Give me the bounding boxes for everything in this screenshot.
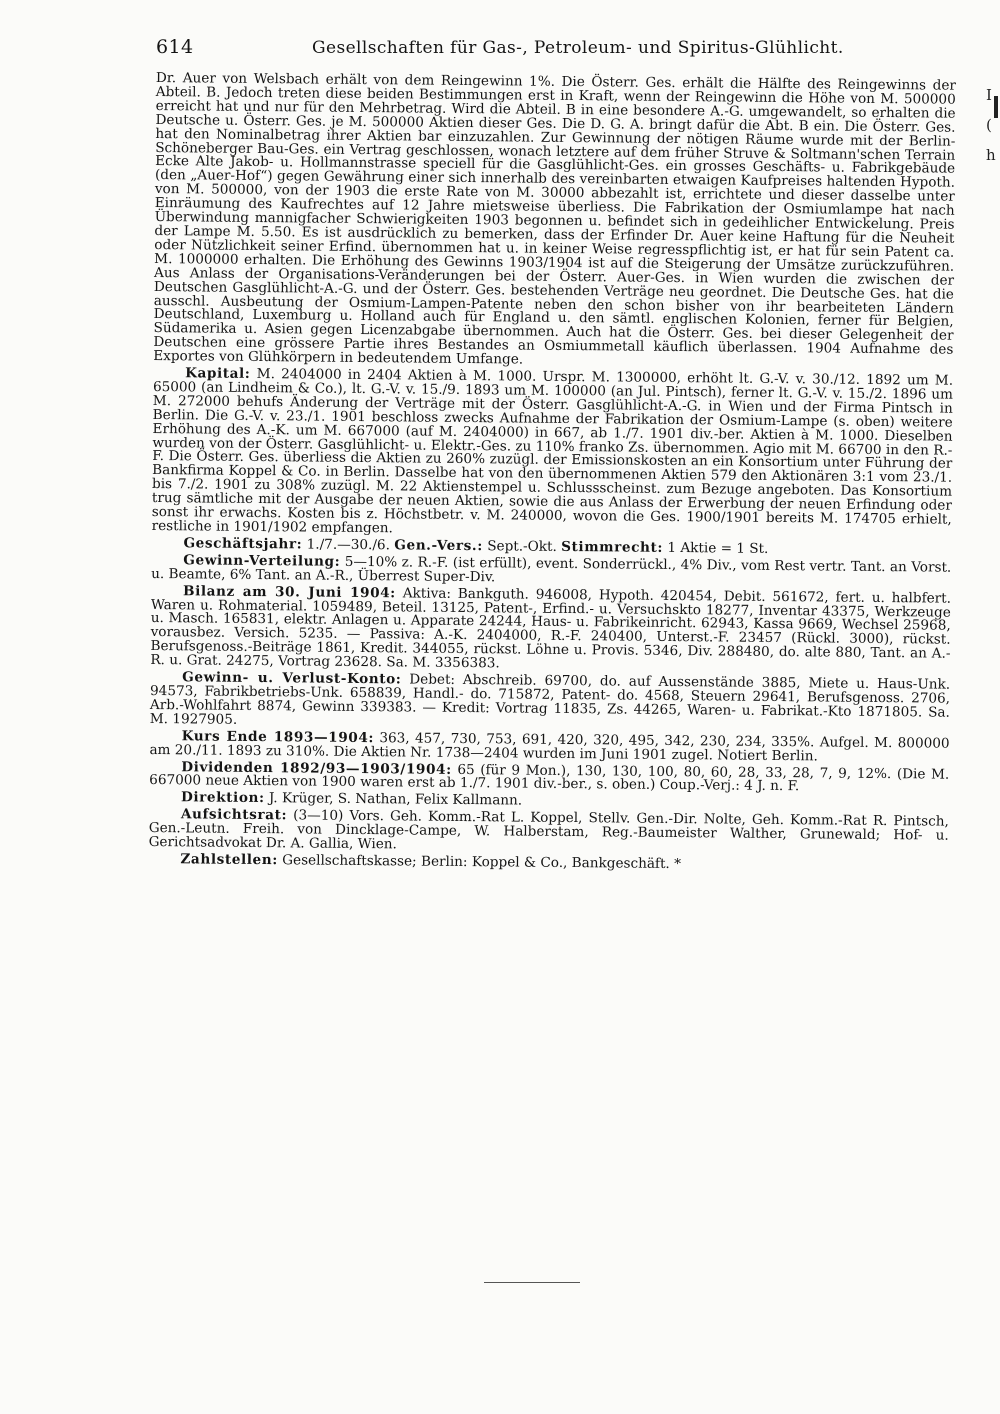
gewinnverteilung-text: 5—10% z. R.-F. (ist erfüllt), event. Sonderrückl., 4% Div., vom Rest vertr. Tant. an Vorst. u. Beamte, 6% Tant. an A.-R., Überrest Super-Div. bbox=[151, 553, 952, 585]
guv-section bbox=[150, 671, 950, 734]
guv-text: Debet: Abschreib. 69700, do. auf Aussenstände 3885, Miete u. Haus-Unk. 94573, Fabrikbetriebs-Unk. 658839, Handl.- do. 715872, Patent- do. 4568, Steuern 29641, Berufsgenoss. 2706, Arb.-Wohlfahrt 8874, Gewinn 339383. — Kredit: Vortrag 11835, Zs. 44265, Waren- u. Fabrikat.-Kto 1871805. Sa. M. 1927905. bbox=[149, 671, 951, 728]
direktion-label: Direktion: bbox=[180, 789, 265, 807]
stimmrecht-text: 1 Aktie = 1 St. bbox=[667, 539, 769, 557]
intro-paragraph: Dr. Auer von Welsbach erhält von dem Reingewinn 1%. Die Österr. Ges. erhält die Hälfte des Reingewinns der Abteil. B. Jedoch treten diese beiden Bestimmungen erst in Kraft, wenn der Reingewinn die Höhe von M. 500000 erreicht hat und nur für den Mehrbetrag. Wird die Abteil. B in eine besondere A.-G. umgewandelt, so erhalten die Deutsche u. Österr. Ges. je M. 500000 Aktien dieser Ges. Die D. G. A. bringt dafür die Abt. B ein. Die Österr. Ges. hat den Nominalbetrag ihrer Aktien bar einzuzahlen. Zur Gewinnung der nötigen Räume wurde mit der Berlin-Schöneberger Bau-Ges. ein Vertrag geschlossen, wonach letztere auf dem früher Struve & Soltmann'schen Terrain Ecke Alte Jakob- u. Hollmannstrasse speciell für die Gasglühlicht-Ges. ein grosses Geschäfts- u. Fabrikgebäude (den „Auer-Hof“) gegen Gewährung einer sich innerhalb des vereinbarten etwaigen Kaufpreises haltenden Hypoth. von M. 500000, von der 1903 die erste Rate von M. 30000 abbezahlt ist, errichtete und dieser dasselbe unter Einräumung des Kaufrechtes auf 12 Jahre mietsweise überliess. Die Fabrikation der Osmiumlampe hat nach Überwindung mannigfacher Schwierigkeiten 1903 begonnen u. befindet sich in gedeihlicher Entwickelung. Preis der Lampe M. 5.50. Es ist ausdrücklich zu bemerken, dass der Erfinder Dr. Auer keine Haftung für die Neuheit oder Nützlichkeit seiner Erfind. übernommen hat u. in keiner Weise regresspflichtig ist, er hat für sein Patent ca. M. 1000000 erhalten. Die Erhöhung des Gewinns 1903/1904 ist auf die Steigerung der Umsätze zurückzuführen. Aus Anlass der Organisations-Veränderungen bei der Österr. Auer-Ges. in Wien wurden die zwischen der Deutschen Gasglühlicht-A.-G. und der Österr. Ges. bestehenden Verträge neu geordnet. Die Deutsche Ges. hat die ausschl. Ausbeutung der Osmium-Lampen-Patente neben den schon bisher von ihr bearbeiteten Ländern Deutschland, Luxemburg u. Holland auch für England u. den sämtl. englischen Kolonien, ferner für Belgien, Südamerika u. Asien gegen Licenzabgabe übernommen. Auch hat die Österr. Ges. bei dieser Gelegenheit der Deutschen eine grössere Partie ihres Bestandes an Osmiummetall käuflich überlassen. 1904 Aufnahme des Exportes von Glühkörpern in bedeutendem Umfange. bbox=[153, 70, 956, 368]
dividenden-label: Dividenden 1892/93—1903/1904: bbox=[181, 758, 452, 778]
bilanz-label: Bilanz am 30. Juni 1904: bbox=[182, 582, 396, 601]
bilanz-text: Aktiva: Bankguth. 946008, Hypoth. 420454, Debit. 561672, fert. u. halbfert. Waren u. Rohmaterial. 1059489, Beteil. 13125, Patent-, Erfind.- u. Versuchskto 18277, Inventar 43375, Werkzeuge u. Masch. 165831, elektr. Anlagen u. Apparate 24244, Haus- u. Fabrikeinricht. 62943, Kassa 9669, Wechsel 25968, vorausbez. Versich. 5235. — Passiva: A.-K. 2404000, R.-F. 240400, Unterst.-F. 23457 (Rückl. 3000), rückst. Berufsgenoss.-Beiträge 1861, Kredit. 344055, rückst. Löhne u. Provis. 5346, Div. 288480, do. alte 880, Tant. an A.-R. u. Grat. 24275, Vortrag 23628. Sa. M. 3356383. bbox=[150, 585, 952, 672]
stimmrecht-label: Stimmrecht: bbox=[561, 538, 664, 556]
aufsichtsrat-label: Aufsichtsrat: bbox=[180, 806, 288, 824]
direktion-text: J. Krüger, S. Nathan, Felix Kallmann. bbox=[268, 790, 523, 809]
kurs-label: Kurs Ende 1893—1904: bbox=[181, 727, 375, 746]
zahlstellen-label: Zahlstellen: bbox=[180, 851, 278, 869]
aufsichtsrat-text: (3—10) Vors. Geh. Komm.-Rat L. Koppel, Stellv. Gen.-Dir. Nolte, Geh. Komm.-Rat R. Pintsch, Gen.-Leutn. Freih. von Dincklage-Campe, W. Halberstam, Reg.-Baumeister Walther, Grunewald; Hof- u. Gerichtsadvokat Dr. A. Gallia, Wien. bbox=[148, 807, 949, 853]
page-header bbox=[156, 30, 846, 60]
kapital-label: Kapital: bbox=[185, 365, 251, 382]
genvers-text: Sept.-Okt. bbox=[487, 538, 557, 555]
edge-glyph: I bbox=[986, 86, 992, 104]
geschaeftsjahr-text: 1./7.—30./6. bbox=[306, 536, 391, 554]
genvers-label: Gen.-Vers.: bbox=[394, 537, 483, 555]
end-rule bbox=[484, 1282, 580, 1283]
geschaeftsjahr-label: Geschäftsjahr: bbox=[183, 535, 303, 553]
kapital-section bbox=[152, 367, 954, 542]
aufsichtsrat-section bbox=[149, 808, 949, 857]
kapital-text: M. 2404000 in 2404 Aktien à M. 1000. Urspr. M. 1300000, erhöht lt. G.-V. v. 30./12. 1892 um M. 65000 (an Lindheim & Co.), lt. G.-V. v. 15./9. 1893 um M. 100000 (an Jul. Pintsch), ferner lt. G.-V. v. 15./2. 1896 um M. 272000 behufs Änderung der Verträge mit der Österr. Gasglühlicht-A.-G. in Wien und der Firma Pintsch in Berlin. Die G.-V. v. 23./1. 1901 beschloss zwecks Aufnahme der Fabrikation der Osmium-Lampe (s. oben) weitere Erhöhung des A.-K. um M. 667000 (auf M. 2404000) in 667, ab 1./7. 1901 div.-ber. Aktien à M. 1000. Dieselben wurden von der Österr. Gasglühlicht- u. Elektr.-Ges. zu 110% franko Zs. übernommen. Agio mit M. 66700 in den R.-F. Die Österr. Ges. überliess die Aktien zu 260% zuzügl. der Emissionskosten an ein Konsortium unter Führung der Bankfirma Koppel & Co. in Berlin. Dasselbe hat von den übernommenen Aktien 579 den Aktionären 3:1 vom 23./1. bis 7./2. 1901 zu 308% zuzügl. M. 22 Aktienstempel u. Schlussscheinst. zum Bezuge angeboten. Das Konsortium trug sämtliche mit der Ausgabe der neuen Aktien, sowie die aus Anlass der Erwerbung der neuen Erfindung oder sonst ihr erwachs. Kosten bis z. Höchstbetr. v. M. 240000, wovon die Ges. 1900/1901 bereits M. 174705 erhielt, restliche in 1901/1902 empfangen. bbox=[151, 366, 954, 537]
edge-glyph: h bbox=[986, 146, 996, 164]
zahlstellen-text: Gesellschaftskasse; Berlin: Koppel & Co., Bankgeschäft. * bbox=[282, 852, 681, 873]
bilanz-section bbox=[150, 582, 952, 676]
article-body bbox=[148, 72, 956, 874]
kurs-text: 363, 457, 730, 753, 691, 420, 320, 495, 342, 230, 234, 335%. Aufgel. M. 800000 am 20./11. 1893 zu 310%. Die Aktien Nr. 1738—2404 wurden im Juni 1901 zugel. Notiert Berlin. bbox=[149, 729, 950, 764]
guv-label: Gewinn- u. Verlust-Konto: bbox=[182, 669, 402, 688]
adjacent-page-fragment bbox=[986, 80, 1000, 200]
page-number: 614 bbox=[156, 36, 194, 58]
running-title: Gesellschaften für Gas-, Petroleum- und Spiritus-Glühlicht. bbox=[312, 38, 844, 58]
edge-glyph: ( bbox=[986, 116, 992, 134]
gewinnverteilung-label: Gewinn-Verteilung: bbox=[183, 552, 341, 570]
dividenden-text: 65 (für 9 Mon.), 130, 130, 100, 80, 60, 28, 33, 28, 7, 9, 12%. (Die M. 667000 neue Aktien von 1900 waren erst ab 1./7. 1901 div.-ber., s. oben.) Coup.-Verj.: 4 J. n. F. bbox=[149, 761, 950, 795]
